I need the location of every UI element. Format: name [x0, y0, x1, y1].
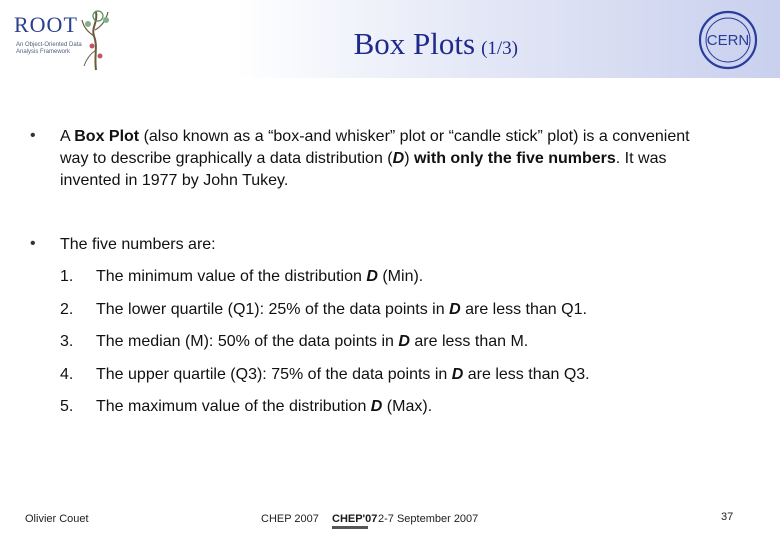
slide-title	[354, 26, 518, 62]
list-item: 1. The minimum value of the distribution D (Min).	[60, 268, 424, 285]
bullet-1-symbol: •	[30, 127, 36, 144]
list-item: 3. The median (M): 50% of the data points in D are less than M.	[60, 333, 529, 350]
root-logo-subtitle: An Object-Oriented Data Analysis Framework	[16, 42, 82, 55]
intro-paragraph: A Box Plot (also known as a “box-and whisker” plot or “candle stick” plot) is a convenient way to describe graphically a data distribution (D) with only the five numbers. It was invented in 1977 by John Tukey.	[60, 128, 690, 189]
list-item: 5. The maximum value of the distribution D (Max).	[60, 398, 433, 415]
cern-logo-text: CERN	[706, 32, 750, 49]
five-numbers-intro: The five numbers are:	[60, 236, 216, 253]
list-item: 2. The lower quartile (Q1): 25% of the data points in D are less than Q1.	[60, 301, 587, 318]
root-tree-icon	[78, 6, 114, 72]
page-number: 37	[721, 511, 734, 523]
list-item: 4. The upper quartile (Q3): 75% of the data points in D are less than Q3.	[60, 366, 590, 383]
cern-logo-icon	[696, 8, 760, 72]
root-logo: ROOT	[14, 12, 78, 37]
footer-event: CHEP 2007	[261, 513, 319, 525]
chep-logo-icon	[330, 508, 378, 534]
footer-dates: 2-7 September 2007	[378, 513, 479, 525]
slide-header	[0, 0, 780, 78]
footer-author: Olivier Couet	[25, 513, 89, 525]
slide-title-counter: (1/3)	[481, 38, 518, 59]
chep-logo-text: CHEP'07	[332, 513, 378, 525]
slide-title-text: Box Plots	[353, 26, 476, 61]
bullet-2-symbol: •	[30, 235, 36, 252]
